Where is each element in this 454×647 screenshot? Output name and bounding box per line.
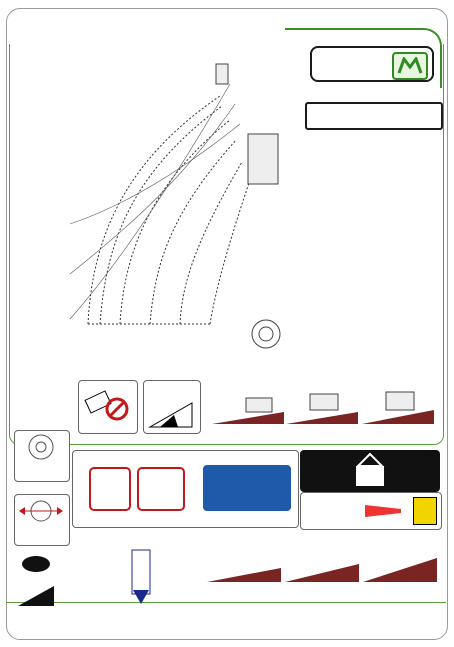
- wind-panel: [300, 492, 442, 530]
- hydraulic-icons: [203, 465, 291, 511]
- decal-code: [305, 102, 443, 130]
- tyre-panel: [72, 450, 299, 528]
- slope-row: [205, 530, 440, 602]
- turtle-slope-icon: [16, 548, 56, 608]
- brand-logo-icon: [392, 52, 428, 80]
- lifting-hook-panel: [300, 450, 440, 492]
- model-badge: [310, 46, 434, 82]
- stability-row: [210, 380, 438, 440]
- manual-icon: [413, 497, 437, 525]
- tyre-r1-noair: [137, 467, 185, 511]
- load-chart: [10, 44, 300, 374]
- stop-speed-panel: [14, 430, 70, 482]
- telehandler-icon: [216, 64, 280, 348]
- load-arrow-icon: [126, 546, 156, 606]
- load-envelope: [88, 96, 250, 324]
- level-ground-panel: [143, 380, 201, 434]
- tyre-r1: [89, 467, 131, 511]
- no-reverse-tilt-panel: [78, 380, 138, 434]
